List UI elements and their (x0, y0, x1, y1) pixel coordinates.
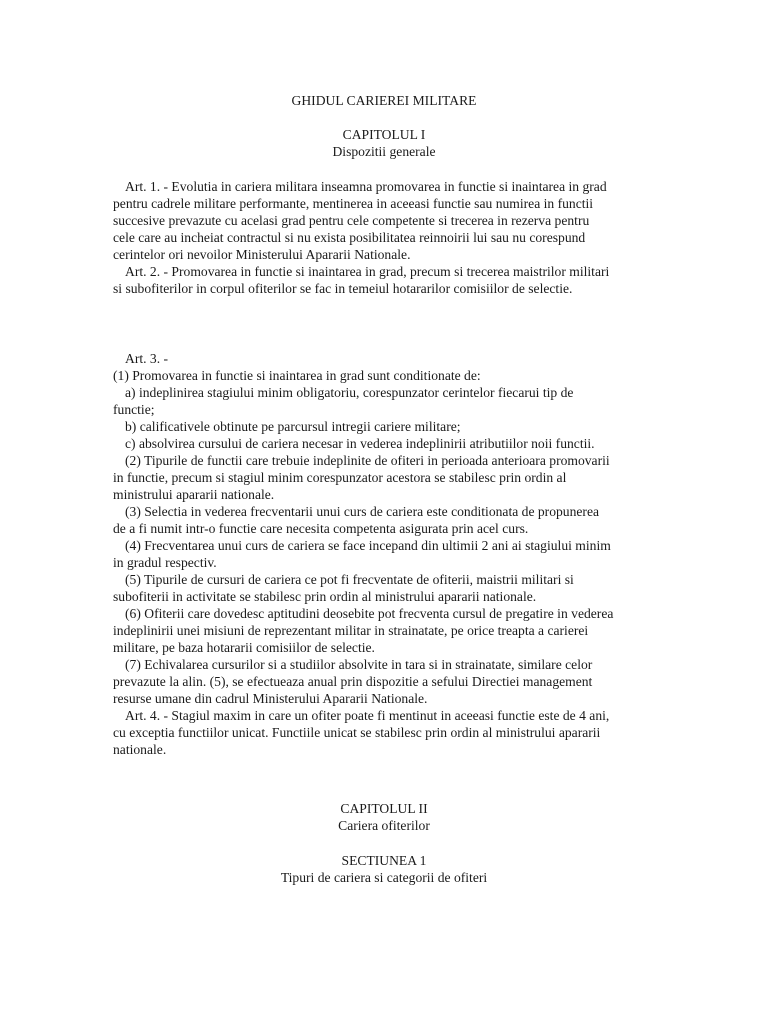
text-line: c) absolvirea cursului de cariera necesar in vederea indeplinirii atributiilor noii functii. (125, 436, 595, 451)
text-line: cu exceptia functiilor unicat. Functiile unicat se stabilesc prin ordin al ministrului apararii (113, 725, 601, 740)
text-line: si subofiterilor in corpul ofiterilor se fac in temeiul hotararilor comisiilor de selectie. (113, 281, 573, 296)
text-line: ministrului apararii nationale. (113, 487, 275, 502)
text-line: (6) Ofiterii care dovedesc aptitudini deosebite pot frecventa cursul de pregatire in vederea (125, 606, 614, 621)
text-line: (1) Promovarea in functie si inaintarea in grad sunt conditionate de: (113, 368, 481, 383)
text-line: cele care au incheiat contractul si nu exista posibilitatea reinnoirii lui sau nu corespund (113, 230, 586, 245)
text-line: resurse umane din cadrul Ministerului Apararii Nationale. (113, 691, 428, 706)
text-line: Art. 1. - Evolutia in cariera militara inseamna promovarea in functie si inaintarea in grad (125, 179, 607, 194)
text-line: (4) Frecventarea unui curs de cariera se face incepand din ultimii 2 ani ai stagiului minim (125, 538, 611, 553)
text-line: Art. 4. - Stagiul maxim in care un ofiter poate fi mentinut in aceeasi functie este de 4 ani, (125, 708, 610, 723)
text-line: Art. 3. - (125, 351, 169, 366)
articles-1-2 (113, 178, 673, 297)
text-line: (2) Tipurile de functii care trebuie indeplinite de ofiteri in perioada anterioara promovarii (125, 453, 610, 468)
text-line: cerintelor ori nevoilor Ministerului Apararii Nationale. (113, 247, 411, 262)
text-line: militare, pe baza hotararii comisiilor de selectie. (113, 640, 375, 655)
text-line: functie; (113, 402, 155, 417)
chapter-1-label: CAPITOLUL I (342, 127, 426, 142)
text-line: (5) Tipurile de cursuri de cariera ce pot fi frecventate de ofiterii, maistrii militari si (125, 572, 574, 587)
text-line: de a fi numit intr-o functie care necesita competenta asigurata prin acel curs. (113, 521, 529, 536)
articles-3-4 (113, 350, 673, 758)
text-line: (3) Selectia in vederea frecventarii unui curs de cariera este conditionata de propunerea (125, 504, 600, 519)
section-1-label: SECTIUNEA 1 (341, 853, 427, 868)
text-line: pentru cadrele militare performante, mentinerea in aceeasi functie sau numirea in functii (113, 196, 594, 211)
text-line: (7) Echivalarea cursurilor si a studiilor absolvite in tara si in strainatate, similare celor (125, 657, 593, 672)
document-title: GHIDUL CARIEREI MILITARE (291, 93, 477, 108)
chapter-2-label: CAPITOLUL II (340, 801, 428, 816)
text-line: nationale. (113, 742, 167, 757)
text-line: Art. 2. - Promovarea in functie si inaintarea in grad, precum si trecerea maistrilor militari (125, 264, 610, 279)
chapter-1-subtitle: Dispozitii generale (332, 144, 436, 159)
section-1-subtitle: Tipuri de cariera si categorii de ofiteri (280, 870, 488, 885)
text-line: in gradul respectiv. (113, 555, 217, 570)
text-line: subofiterii in activitate se stabilesc prin ordin al ministrului apararii nationale. (113, 589, 537, 604)
text-line: prevazute la alin. (5), se efectueaza anual prin dispozitie a sefului Directiei management (113, 674, 593, 689)
text-line: a) indeplinirea stagiului minim obligatoriu, corespunzator cerintelor fiecarui tip de (125, 385, 574, 400)
text-line: succesive prevazute cu acelasi grad pentru cele competente si trecerea in rezerva pentru (113, 213, 590, 228)
text-line: indeplinirii unei misiuni de reprezentant militar in strainatate, pe orice treapta a carierei (113, 623, 589, 638)
chapter-2-subtitle: Cariera ofiterilor (338, 818, 430, 833)
text-line: in functie, precum si stagiul minim corespunzator acestora se stabilesc prin ordin al (113, 470, 567, 485)
text-line: b) calificativele obtinute pe parcursul intregii cariere militare; (125, 419, 461, 434)
